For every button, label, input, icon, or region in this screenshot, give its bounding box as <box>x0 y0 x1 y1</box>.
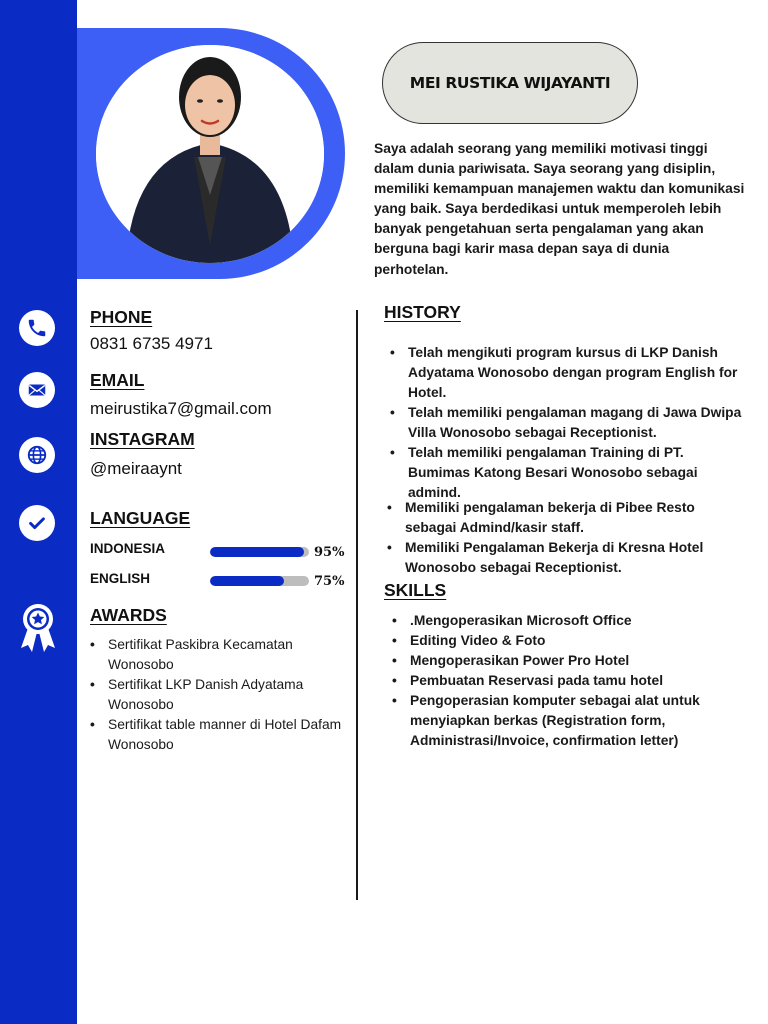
list-item: • Sertifikat table manner di Hotel Dafam Wonosobo <box>86 715 348 755</box>
instagram-title: INSTAGRAM <box>90 429 195 449</box>
email-title: EMAIL <box>90 370 145 390</box>
language-percent: 95% <box>314 545 345 560</box>
language-percent: 75% <box>314 574 345 589</box>
list-item: • Sertifikat LKP Danish Adyatama Wonosobo <box>86 675 348 715</box>
skills-list <box>388 611 748 751</box>
history-title: HISTORY <box>384 302 461 322</box>
awards-title: AWARDS <box>90 605 167 625</box>
awards-list <box>86 635 348 755</box>
language-bar <box>210 576 309 586</box>
email-value: meirustika7@gmail.com <box>90 399 272 418</box>
list-item: • Memiliki pengalaman bekerja di Pibee Resto sebagai Admind/kasir staff. <box>383 498 746 538</box>
list-item: • Telah memiliki pengalaman magang di Jawa Dwipa Villa Wonosobo sebagai Receptionist. <box>386 403 746 443</box>
list-item: • Telah memiliki pengalaman Training di PT. Bumimas Katong Besari Wonosobo sebagai admind. <box>386 443 746 498</box>
phone-title: PHONE <box>90 307 153 327</box>
language-name: ENGLISH <box>90 571 151 586</box>
award-ribbon-icon <box>18 600 58 654</box>
list-item: • Telah mengikuti program kursus di LKP Danish Adyatama Wonosobo dengan program English for Hotel. <box>386 343 746 403</box>
language-title: LANGUAGE <box>90 508 191 528</box>
sidebar <box>0 0 77 1024</box>
globe-icon <box>19 437 55 473</box>
skills-title: SKILLS <box>384 580 447 600</box>
instagram-value: @meiraaynt <box>90 459 182 478</box>
mail-icon <box>19 372 55 408</box>
language-bar <box>210 547 309 557</box>
profile-photo <box>96 45 324 263</box>
full-name: MEI RUSTIKA WIJAYANTI <box>409 74 611 92</box>
history-list <box>386 343 746 578</box>
phone-icon <box>19 310 55 346</box>
list-item: • .Mengoperasikan Microsoft Office <box>388 611 748 631</box>
list-item: • Mengoperasikan Power Pro Hotel <box>388 651 748 671</box>
language-bar-fill <box>210 547 304 557</box>
language-name: INDONESIA <box>90 541 166 556</box>
list-item: • Pengoperasian komputer sebagai alat untuk menyiapkan berkas (Registration form, Administrasi/Invoice, confirmation letter) <box>388 691 748 751</box>
name-badge <box>382 42 638 124</box>
language-bar-fill <box>210 576 284 586</box>
list-item: • Editing Video & Foto <box>388 631 748 651</box>
profile-summary: Saya adalah seorang yang memiliki motivasi tinggi dalam dunia pariwisata. Saya seorang yang disiplin, memiliki kemampuan manajemen waktu dan komunikasi yang baik. Saya berdedikasi untuk memperoleh lebih banyak pengetahuan serta pengalaman yang akan berguna bagi karir masa depan saya di dunia perhotelan. <box>374 141 745 277</box>
list-item: • Pembuatan Reservasi pada tamu hotel <box>388 671 748 691</box>
list-item: • Sertifikat Paskibra Kecamatan Wonosobo <box>86 635 348 675</box>
list-item: • Memiliki Pengalaman Bekerja di Kresna Hotel Wonosobo sebagai Receptionist. <box>383 538 746 578</box>
column-divider <box>356 310 358 900</box>
check-icon <box>19 505 55 541</box>
phone-value: 0831 6735 4971 <box>90 334 213 353</box>
